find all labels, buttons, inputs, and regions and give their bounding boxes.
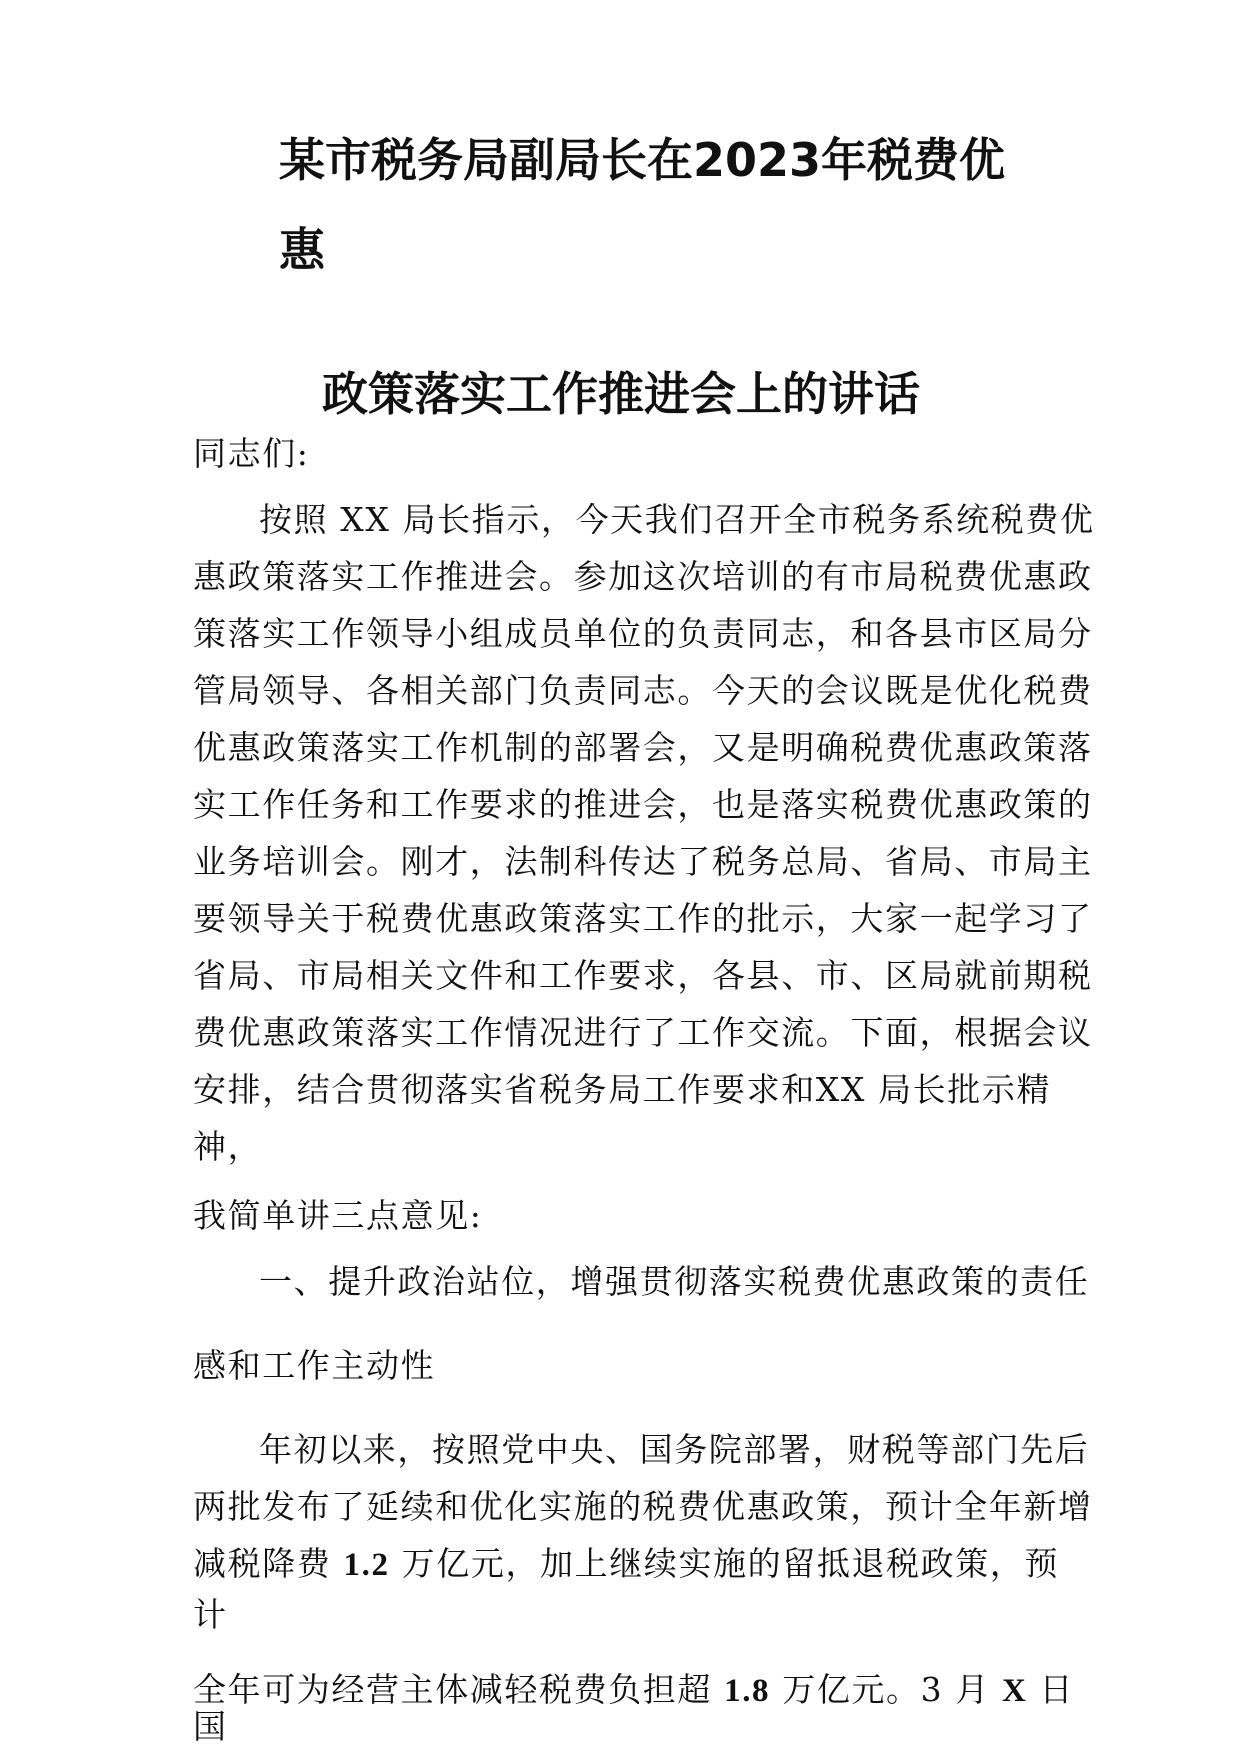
body-line: 优惠政策落实工作机制的部署会，又是明确税费优惠政策落: [193, 728, 1093, 767]
body-line: 惠政策落实工作推进会。参加这次培训的有市局税费优惠政: [193, 557, 1093, 596]
number-value: 1.8: [724, 1673, 771, 1709]
body-line: 计: [193, 1595, 228, 1634]
title-line-1: 某市税务局副局长在2023年税费优: [279, 133, 1006, 187]
body-line: [193, 1544, 1059, 1585]
body-line: 实工作任务和工作要求的推进会，也是落实税费优惠政策的: [193, 785, 1093, 824]
salutation: 同志们:: [193, 434, 310, 473]
body-line: [193, 1670, 1074, 1711]
body-line: 管局领导、各相关部门负责同志。今天的会议既是优化税费: [193, 671, 1093, 710]
title-line-2: 惠: [279, 223, 325, 277]
body-line: 年初以来，按照党中央、国务院部署，财税等部门先后: [259, 1430, 1090, 1469]
body-line: 神，: [193, 1127, 263, 1166]
section-heading-1-cont: 感和工作主动性: [193, 1346, 436, 1385]
text-segment: 减税降费: [193, 1544, 344, 1583]
body-line: 业务培训会。刚才，法制科传达了税务总局、省局、市局主: [193, 842, 1093, 881]
body-line: 安排，结合贯彻落实省税务局工作要求和XX 局长批示精: [193, 1070, 1052, 1109]
body-line: 我简单讲三点意见:: [193, 1196, 483, 1235]
text-segment: 万亿元，加上继续实施的留抵退税政策，预: [389, 1544, 1060, 1583]
text-segment: 万亿元。3 月: [770, 1670, 1003, 1709]
body-line: 费优惠政策落实工作情况进行了工作交流。下面，根据会议: [193, 1013, 1093, 1052]
text-segment: 日: [1027, 1670, 1075, 1709]
title-line-3: 政策落实工作推进会上的讲话: [322, 367, 920, 421]
body-line: 策落实工作领导小组成员单位的负责同志，和各县市区局分: [193, 614, 1093, 653]
number-value: 1.2: [343, 1547, 390, 1583]
body-line: 省局、市局相关文件和工作要求，各县、市、区局就前期税: [193, 956, 1093, 995]
text-segment: 全年可为经营主体减轻税费负担超: [193, 1670, 725, 1709]
section-heading-1: 一、提升政治站位，增强贯彻落实税费优惠政策的责任: [259, 1262, 1090, 1301]
body-line: 按照 XX 局长指示，今天我们召开全市税务系统税费优: [259, 500, 1095, 539]
date-value: X: [1002, 1673, 1028, 1709]
body-line: 要领导关于税费优惠政策落实工作的批示，大家一起学习了: [193, 899, 1093, 938]
body-line: 国: [193, 1707, 228, 1746]
body-line: 两批发布了延续和优化实施的税费优惠政策，预计全年新增: [193, 1487, 1093, 1526]
